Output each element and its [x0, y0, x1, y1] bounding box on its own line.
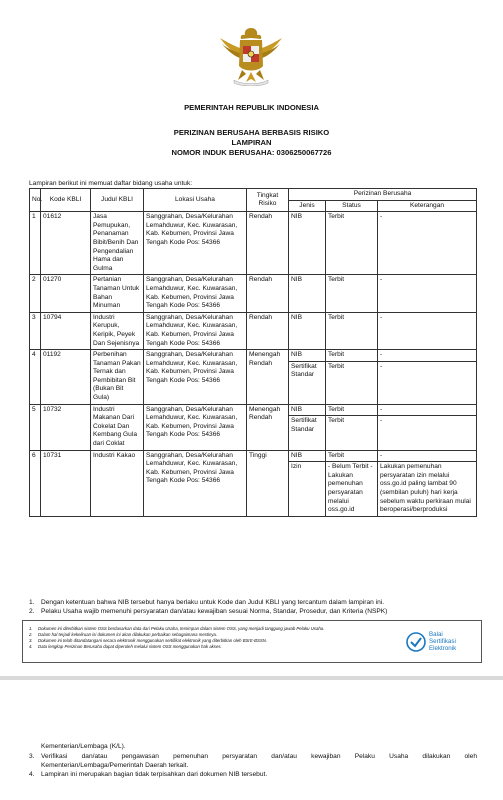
disclaimer-text: Dokumen ini telah ditandatangani secara elektronik menggunakan sertifikat elektronik yang diterbitkan oleh BSrE-BSSN. — [38, 638, 268, 644]
cell-status — [326, 350, 378, 405]
cell-jenis — [289, 275, 326, 312]
keterangan-subtable — [378, 451, 476, 516]
bsre-line-2: Sertifikasi — [429, 638, 456, 645]
jenis-value: Sertifikat Standar — [289, 416, 325, 436]
jenis-value: NIB — [291, 405, 302, 413]
jenis-value: NIB — [291, 313, 302, 321]
cell-status — [326, 404, 378, 450]
status-value: Terbit — [328, 276, 345, 284]
table-header-row — [30, 189, 477, 201]
status-value: Terbit — [328, 213, 345, 221]
col-header-kode: Kode KBLI — [41, 189, 91, 212]
status-value: Terbit — [328, 313, 345, 321]
note-text: Pelaku Usaha wajib memenuhi persyaratan dan/atau kewajiban sesuai Norma, Standar, Prosedur, dan Kriteria (NSPK) — [41, 608, 388, 615]
government-title: PEMERINTAH REPUBLIK INDONESIA — [184, 103, 319, 112]
bsre-logo — [406, 631, 456, 652]
col-header-lokasi: Lokasi Usaha — [144, 189, 247, 212]
table-row — [30, 404, 477, 450]
col-header-no: No. — [30, 189, 41, 212]
cell-keterangan — [378, 275, 477, 312]
note-text: Dengan ketentuan bahwa NIB tersebut hanya berlaku untuk Kode dan Judul KBLI yang tercantum dalam lampiran ini. — [41, 599, 385, 606]
cell-jenis — [289, 212, 326, 275]
status-subtable — [326, 451, 377, 516]
keterangan-subtable — [378, 275, 476, 286]
cell-kode: 10731 — [41, 450, 91, 516]
keterangan-subtable — [378, 212, 476, 223]
cell-risiko: Rendah — [247, 312, 289, 349]
keterangan-value: - — [380, 451, 383, 459]
disclaimer-item — [29, 644, 399, 650]
note-item — [29, 598, 477, 607]
cell-no: 6 — [30, 450, 41, 516]
notes-list — [29, 598, 477, 616]
cell-keterangan — [378, 312, 477, 349]
cell-no: 3 — [30, 312, 41, 349]
jenis-value: NIB — [291, 276, 302, 284]
cell-lokasi: Sanggrahan, Desa/Kelurahan Lemahduwur, Kec. Kuwarasan, Kab. Kebumen, Provinsi Jawa Tengah Kode Pos: 54366 — [144, 312, 247, 349]
note-item — [29, 752, 477, 761]
table-row — [30, 350, 477, 405]
cell-judul: Perbenihan Tanaman Pakan Ternak dan Pembibitan Bit (Bukan Bit Gula) — [91, 350, 144, 405]
document-heading — [0, 128, 503, 158]
cell-judul: Jasa Pemupukan, Penanaman Bibit/Benih Dan Pengendalian Hama dan Gulma — [91, 212, 144, 275]
cell-risiko: Menengah Rendah — [247, 350, 289, 405]
table-row — [30, 212, 477, 275]
cell-status — [326, 450, 378, 516]
note-number: 3. — [29, 753, 35, 760]
jenis-subtable — [289, 275, 325, 286]
col-header-risiko: Tingkat Risiko — [247, 189, 289, 212]
keterangan-value: - — [380, 405, 383, 413]
status-value: - Belum Terbit - Lakukan pemenuhan persyaratan melalui oss.go.id — [326, 462, 377, 516]
status-subtable — [326, 275, 377, 286]
disclaimer-number: 3. — [29, 638, 33, 644]
note-text: Verifikasi dan/atau pengawasan pemenuhan persyaratan dan/atau kewajiban Pelaku Usaha dilakukan oleh — [41, 753, 477, 760]
table-row — [30, 275, 477, 312]
disclaimer-text: Dokumen ini diterbitkan sistem OSS berdasarkan data dari Pelaku Usaha, tersimpan dalam sistem OSS, yang menjadi tanggung jawab Pelaku Usaha. — [38, 626, 325, 631]
cell-no: 5 — [30, 404, 41, 450]
keterangan-value: - — [380, 213, 383, 221]
jenis-subtable — [289, 405, 325, 436]
jenis-value: Sertifikat Standar — [289, 361, 325, 381]
cell-judul: Industri Kerupuk, Keripik, Peyek Dan Sejenisnya — [91, 312, 144, 349]
cell-judul: Industri Kakao — [91, 450, 144, 516]
jenis-value: NIB — [291, 351, 302, 359]
cell-risiko: Tinggi — [247, 450, 289, 516]
cell-keterangan — [378, 212, 477, 275]
cell-risiko: Menengah Rendah — [247, 404, 289, 450]
continuation-line — [29, 742, 477, 751]
status-value: Terbit — [326, 361, 377, 372]
cell-risiko: Rendah — [247, 275, 289, 312]
disclaimer-number: 2. — [29, 632, 33, 638]
disclaimer-list — [29, 626, 399, 650]
cell-jenis — [289, 350, 326, 405]
kbli-table — [29, 188, 477, 517]
cell-lokasi: Sanggrahan, Desa/Kelurahan Lemahduwur, Kec. Kuwarasan, Kab. Kebumen, Provinsi Jawa Tengah Kode Pos: 54366 — [144, 350, 247, 405]
note-number — [29, 761, 41, 770]
cell-kode: 01270 — [41, 275, 91, 312]
status-value: Terbit — [328, 405, 345, 413]
keterangan-value: - — [380, 313, 383, 321]
note-text: Kementerian/Lembaga/Pemerintah Daerah terkait. — [41, 762, 189, 769]
disclaimer-number: 4. — [29, 644, 33, 650]
status-subtable — [326, 212, 377, 223]
col-header-keterangan: Keterangan — [378, 200, 477, 212]
disclaimer-number: 1. — [29, 626, 33, 631]
intro-text: Lampiran berikut ini memuat daftar bidang usaha untuk: — [29, 180, 193, 187]
cell-jenis — [289, 450, 326, 516]
keterangan-subtable — [378, 350, 476, 372]
jenis-subtable — [289, 451, 325, 473]
cell-keterangan — [378, 450, 477, 516]
cell-status — [326, 275, 378, 312]
cell-status — [326, 212, 378, 275]
garuda-emblem-icon — [218, 24, 284, 86]
cell-jenis — [289, 404, 326, 450]
heading-title: PERIZINAN BERUSAHA BERBASIS RISIKO — [173, 128, 330, 137]
cell-lokasi: Sanggrahan, Desa/Kelurahan Lemahduwur, Kec. Kuwarasan, Kab. Kebumen, Provinsi Jawa Tengah Kode Pos: 54366 — [144, 275, 247, 312]
keterangan-subtable — [378, 405, 476, 427]
keterangan-value: - — [378, 416, 476, 427]
cell-lokasi: Sanggrahan, Desa/Kelurahan Lemahduwur, Kec. Kuwarasan, Kab. Kebumen, Provinsi Jawa Tengah Kode Pos: 54366 — [144, 450, 247, 516]
cell-keterangan — [378, 404, 477, 450]
cell-kode: 01612 — [41, 212, 91, 275]
cell-status — [326, 312, 378, 349]
cell-kode: 01192 — [41, 350, 91, 405]
heading-subtitle: LAMPIRAN — [231, 138, 272, 147]
jenis-value: Izin — [289, 462, 325, 473]
jenis-value: NIB — [291, 451, 302, 459]
cell-keterangan — [378, 350, 477, 405]
cell-judul: Pertanian Tanaman Untuk Bahan Minuman — [91, 275, 144, 312]
col-header-perizinan: Perizinan Berusaha — [289, 189, 477, 201]
page2-notes — [29, 752, 477, 779]
cell-jenis — [289, 312, 326, 349]
table-row — [30, 312, 477, 349]
cell-no: 2 — [30, 275, 41, 312]
table-row — [30, 450, 477, 516]
cell-risiko: Rendah — [247, 212, 289, 275]
jenis-subtable — [289, 212, 325, 223]
keterangan-value: - — [378, 361, 476, 372]
jenis-value: NIB — [291, 213, 302, 221]
status-value: Terbit — [328, 351, 345, 359]
status-subtable — [326, 313, 377, 324]
col-header-jenis: Jenis — [289, 200, 326, 212]
bsre-line-3: Elektronik — [429, 645, 457, 652]
cell-kode: 10732 — [41, 404, 91, 450]
keterangan-value: - — [380, 351, 383, 359]
col-header-status: Status — [326, 200, 378, 212]
cell-judul: Industri Makanan Dari Cokelat Dan Kembang Gula dari Coklat — [91, 404, 144, 450]
document-page-2 — [0, 680, 503, 800]
continuation-text: Kementerian/Lembaga (K/L). — [41, 743, 126, 750]
status-value: Terbit — [326, 416, 377, 427]
disclaimer-text: Data lengkap Perizinan Berusaha dapat diperoleh melalui sistem OSS menggunakan hak akses. — [38, 644, 222, 650]
bsre-logo-text — [429, 631, 456, 652]
cell-no: 4 — [30, 350, 41, 405]
note-number: 1. — [29, 599, 35, 606]
note-item — [29, 770, 477, 779]
cell-no: 1 — [30, 212, 41, 275]
status-subtable — [326, 350, 377, 372]
keterangan-subtable — [378, 313, 476, 324]
jenis-subtable — [289, 350, 325, 381]
disclaimer-text: Dalam hal terjadi kekeliruan isi dokumen ini akan dilakukan perbaikan sebagaimana mestinya. — [38, 632, 218, 638]
col-header-judul: Judul KBLI — [91, 189, 144, 212]
jenis-subtable — [289, 313, 325, 324]
note-text: Lampiran ini merupakan bagian tidak terpisahkan dari dokumen NIB tersebut. — [41, 771, 268, 778]
cell-lokasi: Sanggrahan, Desa/Kelurahan Lemahduwur, Kec. Kuwarasan, Kab. Kebumen, Provinsi Jawa Tengah Kode Pos: 54366 — [144, 212, 247, 275]
status-value: Terbit — [328, 451, 345, 459]
note-item — [29, 607, 477, 616]
keterangan-value: - — [380, 276, 383, 284]
disclaimer-box — [22, 620, 482, 663]
note-number: 2. — [29, 608, 35, 615]
bsre-seal-icon — [406, 632, 426, 652]
note-number: 4. — [29, 771, 35, 778]
heading-nib: NOMOR INDUK BERUSAHA: 0306250067726 — [171, 148, 332, 157]
status-subtable — [326, 405, 377, 427]
cell-kode: 10794 — [41, 312, 91, 349]
cell-lokasi: Sanggrahan, Desa/Kelurahan Lemahduwur, Kec. Kuwarasan, Kab. Kebumen, Provinsi Jawa Tengah Kode Pos: 54366 — [144, 404, 247, 450]
note-item — [29, 761, 477, 770]
keterangan-value: Lakukan pemenuhan persyaratan izin melalui oss.go.id paling lambat 90 (sembilan puluh) hari kerja sebelum waktu perkiraan mulai beroperasi/berproduksi — [378, 462, 476, 516]
bsre-line-1: Balai — [429, 631, 443, 638]
